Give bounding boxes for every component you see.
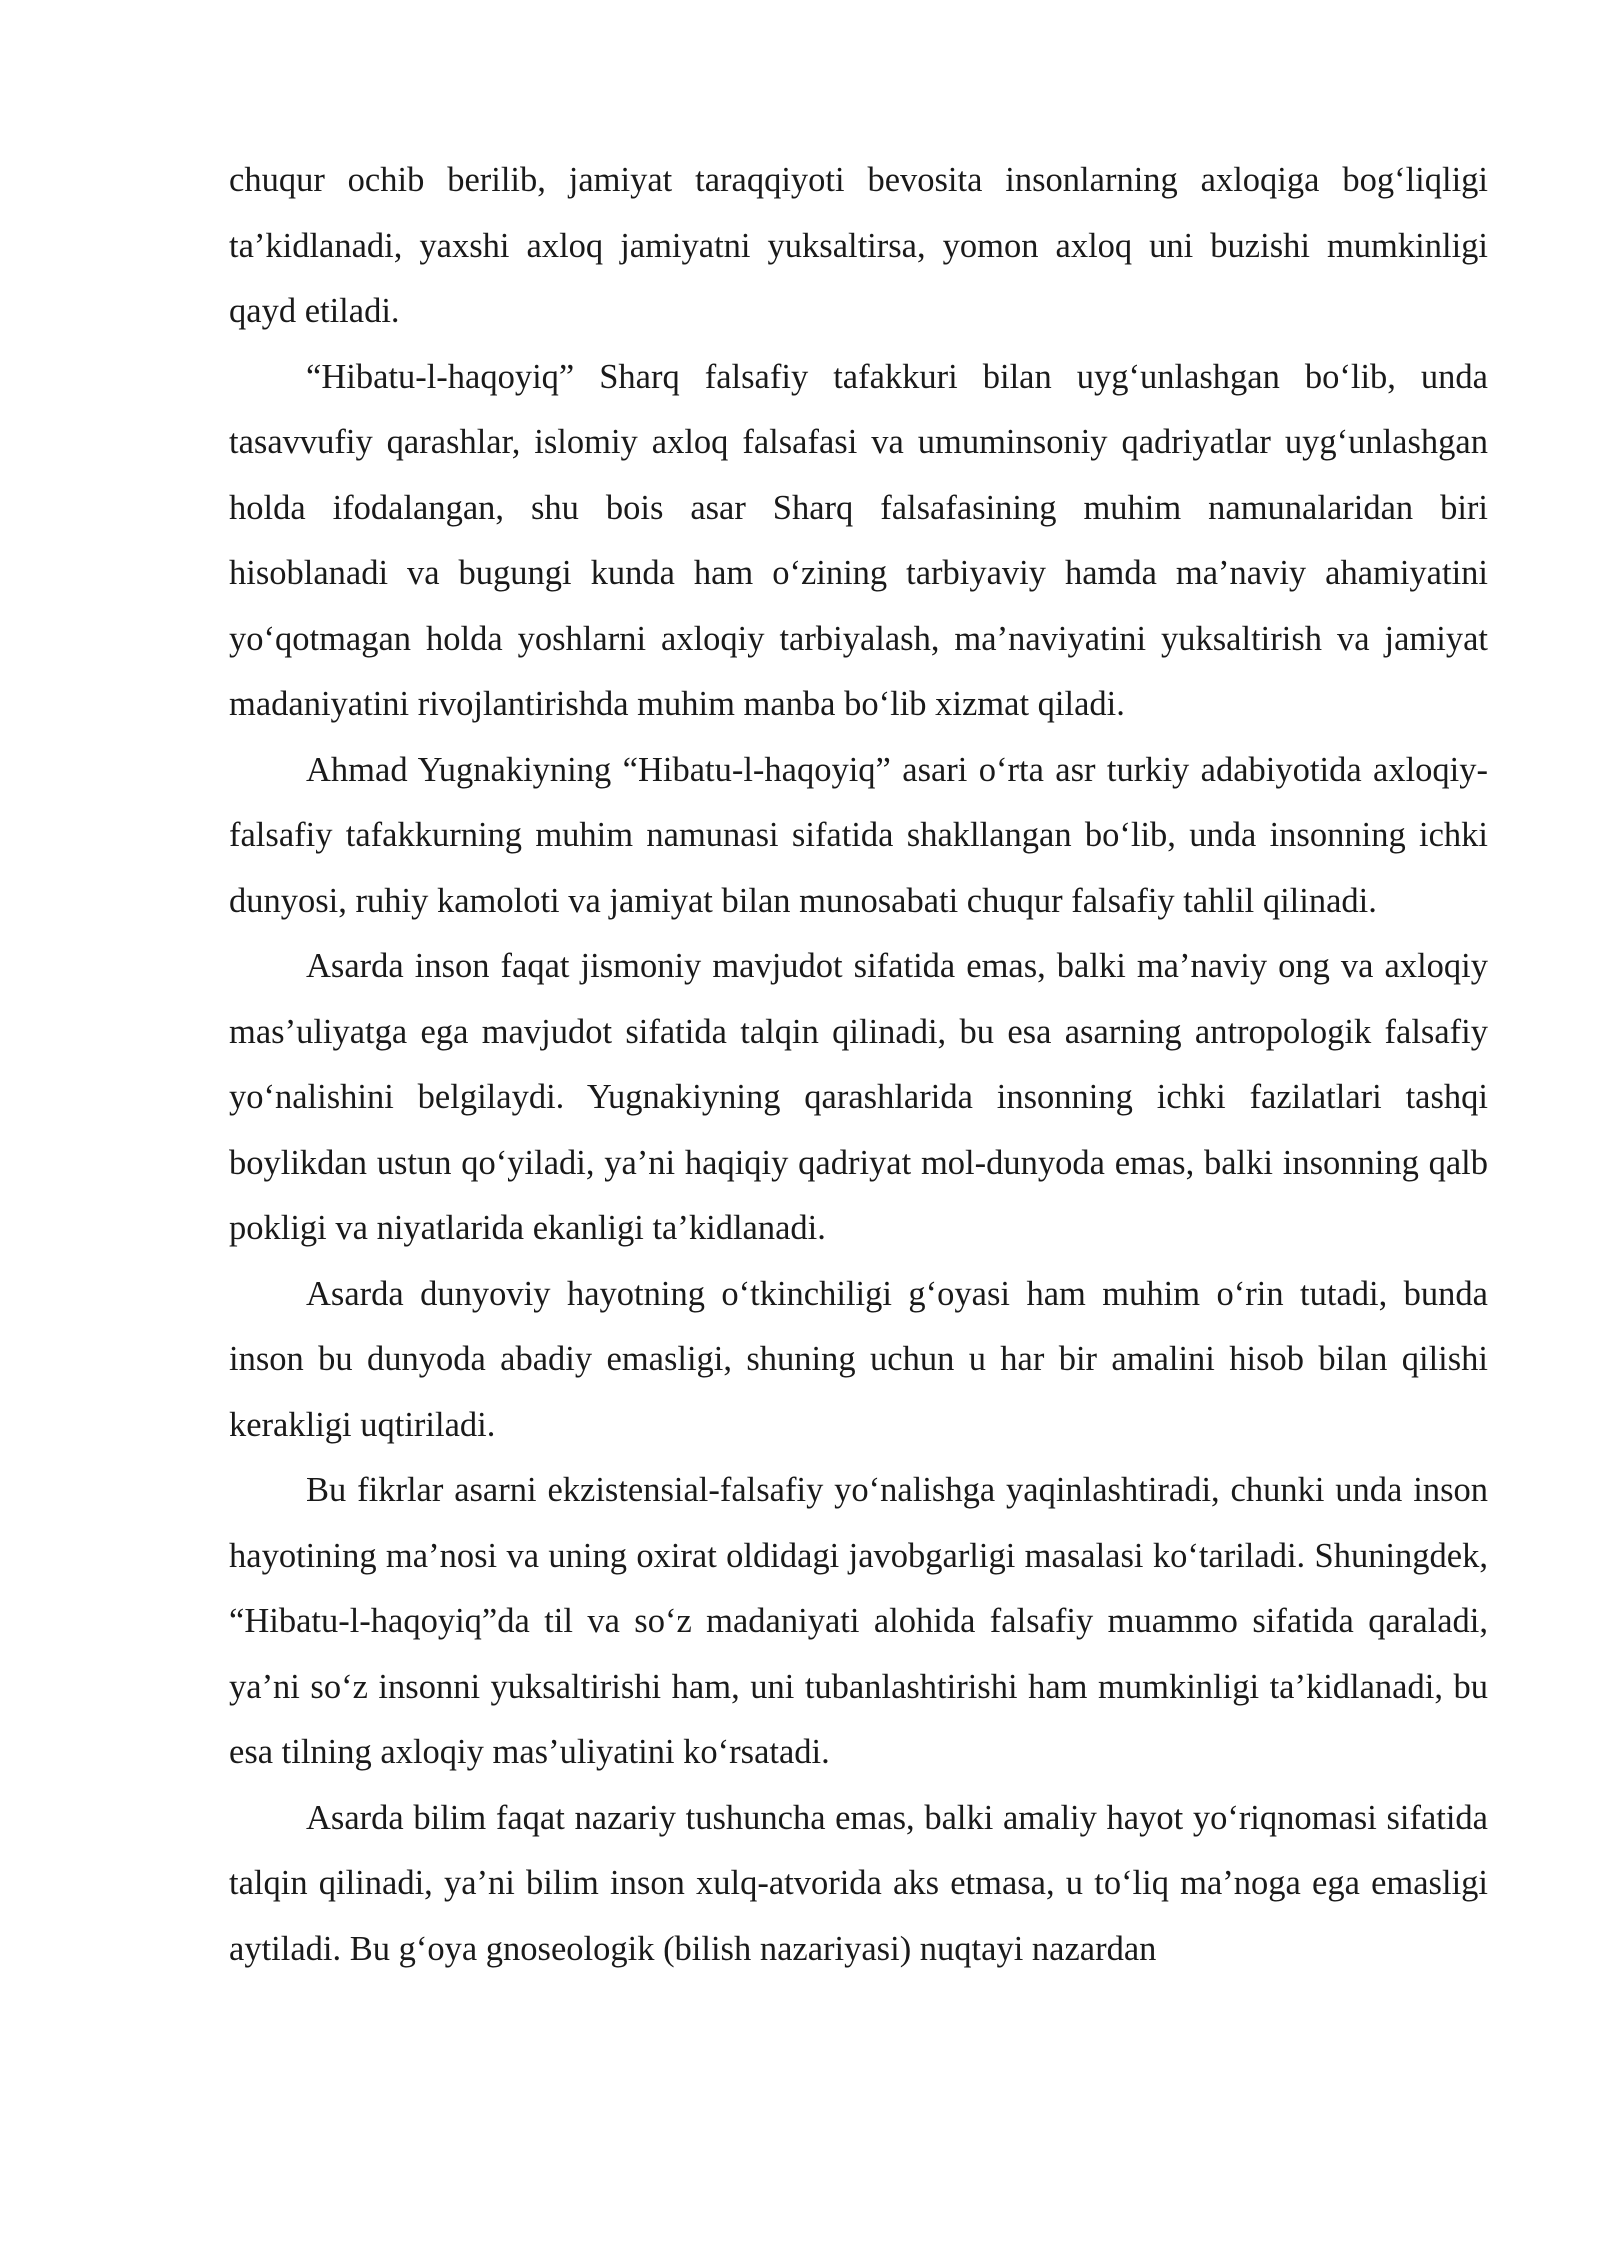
document-body	[229, 148, 1488, 1982]
paragraph: “Hibatu-l-haqoyiq” Sharq falsafiy tafakkuri bilan uyg‘unlashgan bo‘lib, unda tasavvufiy qarashlar, islomiy axloq falsafasi va umuminsoniy qadriyatlar uyg‘unlashgan holda ifodalangan, shu bois asar Sharq falsafasining muhim namunalaridan biri hisoblanadi va bugungi kunda ham o‘zining tarbiyaviy hamda ma’naviy ahamiyatini yo‘qotmagan holda yoshlarni axloqiy tarbiyalash, ma’naviyatini yuksaltirish va jamiyat madaniyatini rivojlantirishda muhim manba bo‘lib xizmat qiladi.	[229, 357, 1488, 723]
paragraph-continued: chuqur ochib berilib, jamiyat taraqqiyoti bevosita insonlarning axloqiga bog‘liqligi ta’kidlanadi, yaxshi axloq jamiyatni yuksaltirsa, yomon axloq uni buzishi mumkinligi qayd etiladi.	[229, 161, 1488, 330]
paragraph: Asarda dunyoviy hayotning o‘tkinchiligi g‘oyasi ham muhim o‘rin tutadi, bunda inson bu dunyoda abadiy emasligi, shuning uchun u har bir amalini hisob bilan qilishi kerakligi uqtiriladi.	[229, 1274, 1488, 1444]
paragraph: Ahmad Yugnakiyning “Hibatu-l-haqoyiq” asari o‘rta asr turkiy adabiyotida axloqiy-falsafiy tafakkurning muhim namunasi sifatida shakllangan bo‘lib, unda insonning ichki dunyosi, ruhiy kamoloti va jamiyat bilan munosabati chuqur falsafiy tahlil qilinadi.	[229, 750, 1488, 920]
paragraph: Asarda bilim faqat nazariy tushuncha emas, balki amaliy hayot yo‘riqnomasi sifatida talqin qilinadi, ya’ni bilim inson xulq-atvorida aks etmasa, u to‘liq ma’noga ega emasligi aytiladi. Bu g‘oya gnoseologik (bilish nazariyasi) nuqtayi nazardan	[229, 1798, 1488, 1968]
paragraph: Bu fikrlar asarni ekzistensial-falsafiy yo‘nalishga yaqinlashtiradi, chunki unda inson hayotining ma’nosi va uning oxirat oldidagi javobgarligi masalasi ko‘tariladi. Shuningdek, “Hibatu-l-haqoyiq”da til va so‘z madaniyati alohida falsafiy muammo sifatida qaraladi, ya’ni so‘z insonni yuksaltirishi ham, uni tubanlashtirishi ham mumkinligi ta’kidlanadi, bu esa tilning axloqiy mas’uliyatini ko‘rsatadi.	[229, 1471, 1488, 1771]
paragraph: Asarda inson faqat jismoniy mavjudot sifatida emas, balki ma’naviy ong va axloqiy mas’uliyatga ega mavjudot sifatida talqin qilinadi, bu esa asarning antropologik falsafiy yo‘nalishini belgilaydi. Yugnakiyning qarashlarida insonning ichki fazilatlari tashqi boylikdan ustun qo‘yiladi, ya’ni haqiqiy qadriyat mol-dunyoda emas, balki insonning qalb pokligi va niyatlarida ekanligi ta’kidlanadi.	[229, 947, 1488, 1247]
